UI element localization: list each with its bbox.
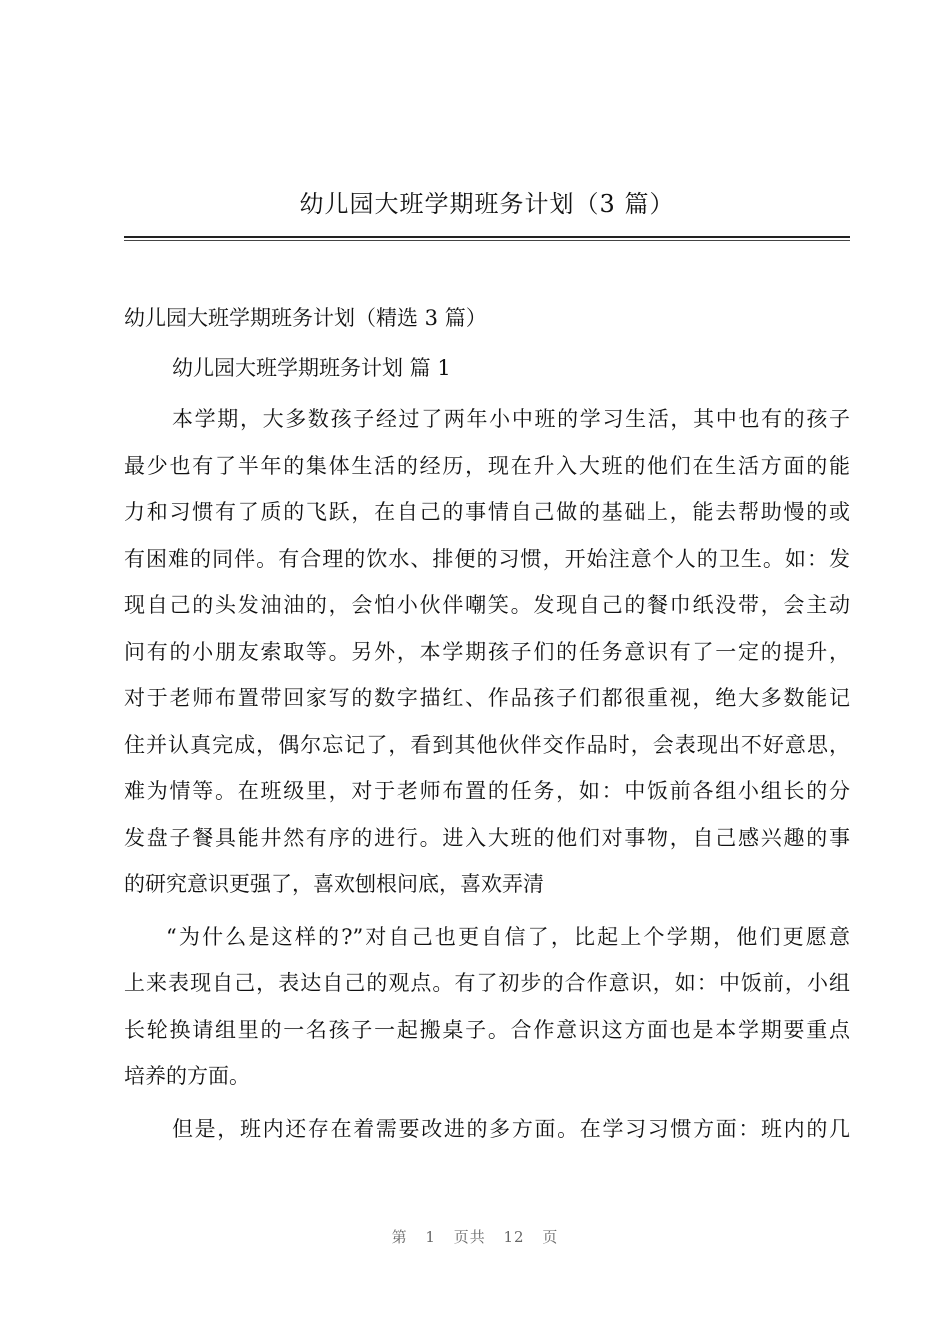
- paragraph-line: 问有的小朋友索取等。另外，本学期孩子们的任务意识有了一定的提升，: [124, 639, 850, 664]
- page-title: 幼儿园大班学期班务计划（3 篇）: [299, 190, 675, 218]
- paragraph-1: [124, 396, 850, 908]
- paragraph-line: 长轮换请组里的一名孩子一起搬桌子。合作意识这方面也是本学期要重点: [124, 1017, 850, 1042]
- paragraph-line: 的研究意识更强了，喜欢刨根问底，喜欢弄清: [124, 872, 544, 896]
- title-divider: [124, 236, 850, 238]
- document-subtitle: 幼儿园大班学期班务计划（精选 3 篇）: [124, 306, 487, 330]
- footer-middle: 页共: [453, 1228, 486, 1246]
- paragraph-line: 对于老师布置带回家写的数字描红、作品孩子们都很重视，绝大多数能记: [124, 686, 850, 710]
- paragraph-line: 但是，班内还存在着需要改进的多方面。在学习习惯方面：班内的几: [172, 1116, 850, 1141]
- paragraph-line: 发盘子餐具能井然有序的进行。进入大班的他们对事物，自己感兴趣的事: [124, 825, 850, 850]
- title-divider-thin: [124, 240, 850, 241]
- paragraph-line: 难为情等。在班级里，对于老师布置的任务，如：中饭前各组小组长的分: [124, 779, 850, 803]
- paragraph-line: 培养的方面。: [124, 1064, 250, 1088]
- page-footer: [0, 1226, 950, 1247]
- footer-total-pages: 12: [503, 1228, 525, 1246]
- paragraph-line: 力和习惯有了质的飞跃，在自己的事情自己做的基础上，能去帮助慢的或: [124, 500, 850, 524]
- paragraph-line: 最少也有了半年的集体生活的经历，现在升入大班的他们在生活方面的能: [124, 453, 850, 478]
- section-heading: 幼儿园大班学期班务计划 篇 1: [172, 356, 451, 380]
- document-body: [124, 296, 850, 1152]
- footer-suffix: 页: [542, 1228, 559, 1246]
- paragraph-line: 本学期，大多数孩子经过了两年小中班的学习生活，其中也有的孩子: [172, 407, 850, 431]
- paragraph-line: 有困难的同伴。有合理的饮水、排便的习惯，开始注意个人的卫生。如：发: [124, 546, 850, 571]
- paragraph-line: 现自己的头发油油的，会怕小伙伴嘲笑。发现自己的餐巾纸没带，会主动: [124, 593, 850, 617]
- footer-current-page: 1: [425, 1228, 436, 1246]
- paragraph-2: [124, 914, 850, 1100]
- paragraph-line: 住并认真完成，偶尔忘记了，看到其他伙伴交作品时，会表现出不好意思，: [124, 732, 850, 757]
- paragraph-3: [124, 1106, 850, 1153]
- paragraph-line: 上来表现自己，表达自己的观点。有了初步的合作意识，如：中饭前，小组: [124, 971, 850, 995]
- footer-prefix: 第: [391, 1228, 408, 1246]
- paragraph-line: “为什么是这样的?”对自己也更自信了，比起上个学期，他们更愿意: [166, 924, 850, 949]
